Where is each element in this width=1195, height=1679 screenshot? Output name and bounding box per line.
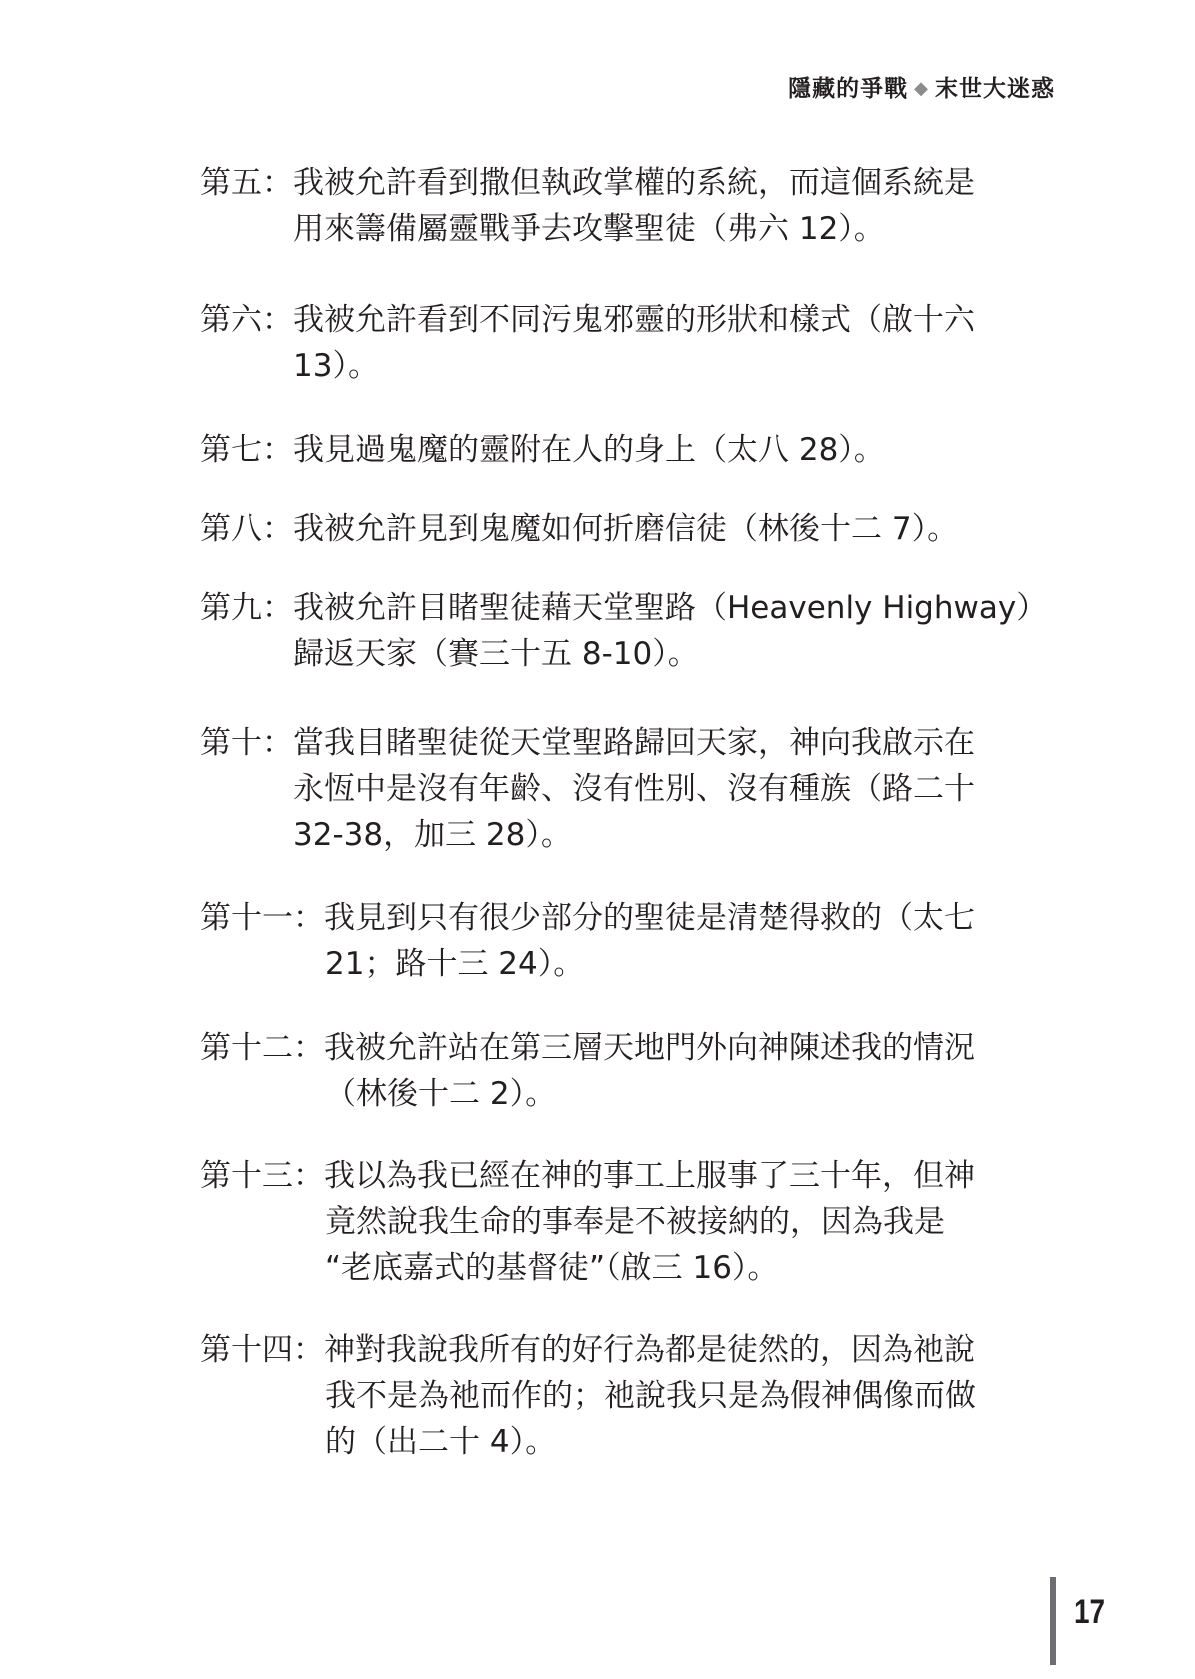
entry-label: 第十二：	[200, 1030, 324, 1066]
entry-label: 第十三：	[200, 1158, 324, 1194]
book-title: 隱藏的爭戰	[788, 76, 909, 102]
list-item-6	[200, 297, 975, 389]
entry-label: 第五：	[200, 165, 293, 201]
entry-text: 我被允許站在第三層天地門外向神陳述我的情況	[324, 1030, 975, 1066]
entry-text: 我見過鬼魔的靈附在人的身上（太八 28）。	[293, 432, 885, 468]
entry-text: 神對我說我所有的好行為都是徒然的，因為祂說	[324, 1332, 975, 1368]
list-item-7	[200, 427, 885, 473]
list-item-5	[200, 160, 975, 252]
entry-label: 第十一：	[200, 900, 324, 936]
entry-line	[200, 297, 975, 343]
entry-text: 我被允許見到鬼魔如何折磨信徒（林後十二 7）。	[293, 511, 959, 547]
entry-line	[200, 506, 958, 552]
entry-text: 我被允許看到不同污鬼邪靈的形狀和樣式（啟十六	[293, 302, 975, 338]
entry-label: 第八：	[200, 511, 293, 547]
entry-continuation: 用來籌備屬靈戰爭去攻擊聖徒（弗六 12）。	[293, 211, 885, 247]
entry-continuation: 歸返天家（賽三十五 8-10）。	[293, 636, 699, 672]
page-number-divider	[1050, 1577, 1056, 1665]
running-header	[788, 70, 1055, 103]
entry-label: 第十：	[200, 725, 293, 761]
entry-text: 當我目睹聖徒從天堂聖路歸回天家，神向我啟示在	[293, 725, 975, 761]
entry-continuation: 13）。	[293, 348, 379, 384]
list-item-8	[200, 506, 958, 552]
entry-continuation: 永恆中是沒有年齡、沒有性別、沒有種族（路二十	[293, 771, 975, 807]
entry-line	[200, 720, 975, 766]
list-item-14	[200, 1327, 976, 1465]
entry-continuation: 的（出二十 4）。	[325, 1424, 557, 1460]
entry-continuation: 竟然說我生命的事奉是不被接納的，因為我是	[325, 1204, 945, 1240]
entry-line	[200, 1025, 975, 1071]
entry-line	[200, 427, 885, 473]
entry-text: 我被允許目睹聖徒藉天堂聖路（Heavenly Highway）	[293, 590, 1048, 626]
entry-text: 我見到只有很少部分的聖徒是清楚得救的（太七	[324, 900, 975, 936]
page-number: 17	[1074, 1593, 1106, 1631]
entry-line	[200, 895, 975, 941]
entry-label: 第九：	[200, 590, 293, 626]
entry-line	[200, 1153, 975, 1199]
list-item-12	[200, 1025, 975, 1117]
list-item-13	[200, 1153, 975, 1291]
entry-continuation: 21；路十三 24）。	[325, 946, 585, 982]
list-item-11	[200, 895, 975, 987]
entry-continuation: “老底嘉式的基督徒”（啟三 16）。	[325, 1250, 779, 1286]
entry-label: 第十四：	[200, 1332, 324, 1368]
list-item-9	[200, 585, 1047, 677]
diamond-separator-icon: ◆	[914, 78, 929, 99]
book-subtitle: 末世大迷惑	[935, 76, 1055, 102]
entry-continuation: 我不是為祂而作的；祂說我只是為假神偶像而做	[325, 1378, 976, 1414]
entry-label: 第六：	[200, 302, 293, 338]
entry-text: 我以為我已經在神的事工上服事了三十年，但神	[324, 1158, 975, 1194]
entry-text: 我被允許看到撒但執政掌權的系統，而這個系統是	[293, 165, 975, 201]
list-item-10	[200, 720, 975, 858]
entry-label: 第七：	[200, 432, 293, 468]
entry-continuation: 32-38，加三 28）。	[293, 817, 572, 853]
entry-line	[200, 160, 975, 206]
entry-line	[200, 585, 1047, 631]
entry-line	[200, 1327, 976, 1373]
entry-continuation: （林後十二 2）。	[325, 1076, 557, 1112]
